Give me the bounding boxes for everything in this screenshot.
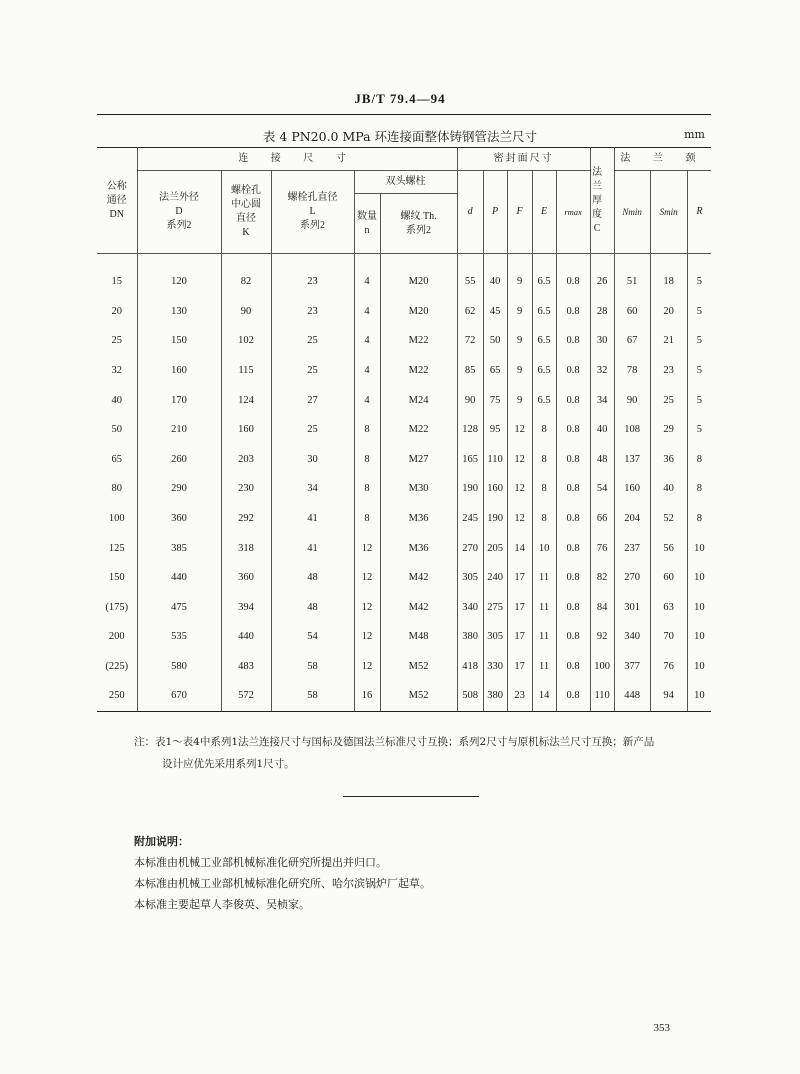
cell-Th: M27 [380,445,457,475]
additional-notes [134,831,431,915]
header-E: E [532,171,556,254]
cell-R: 10 [687,652,711,682]
cell-E: 8 [532,445,556,475]
additional-line-1: 本标准由机械工业部机械标准化研究所提出并归口。 [134,856,387,869]
cell-n: 12 [354,563,380,593]
cell-rmax: 0.8 [556,268,590,298]
cell-n: 12 [354,623,380,653]
cell-E: 14 [532,682,556,712]
cell-D: 385 [137,534,221,564]
cell-Smin: 56 [650,534,687,564]
cell-Smin: 29 [650,415,687,445]
cell-d: 85 [457,356,483,386]
cell-F: 9 [507,386,532,416]
cell-C: 30 [590,327,614,357]
additional-line-2: 本标准由机械工业部机械标准化研究所、哈尔滨锅炉厂起草。 [134,877,431,890]
cell-K: 440 [221,623,271,653]
header-D: 法兰外径 D 系列2 [137,171,221,254]
cell-P: 305 [483,623,507,653]
header-C: 法兰 厚度 C [590,148,614,254]
cell-rmax: 0.8 [556,682,590,712]
cell-Th: M48 [380,623,457,653]
cell-E: 11 [532,623,556,653]
cell-L: 23 [271,268,354,298]
cell-C: 100 [590,652,614,682]
table-caption: 表 4 PN20.0 MPa 环连接面整体铸钢管法兰尺寸 [262,129,538,144]
cell-K: 102 [221,327,271,357]
cell-n: 8 [354,504,380,534]
table-row [97,327,711,357]
cell-Th: M52 [380,652,457,682]
cell-Smin: 63 [650,593,687,623]
table-row [97,356,711,386]
cell-E: 6.5 [532,327,556,357]
cell-K: 230 [221,475,271,505]
cell-E: 6.5 [532,386,556,416]
cell-E: 11 [532,652,556,682]
cell-K: 572 [221,682,271,712]
table-row [97,386,711,416]
cell-L: 58 [271,682,354,712]
cell-D: 290 [137,475,221,505]
cell-P: 40 [483,268,507,298]
cell-Th: M42 [380,563,457,593]
cell-rmax: 0.8 [556,356,590,386]
cell-P: 275 [483,593,507,623]
cell-Nmin: 137 [614,445,650,475]
header-Smin: Smin [650,171,687,254]
table-row [97,682,711,712]
cell-dn: 100 [97,504,137,534]
cell-P: 330 [483,652,507,682]
note-line-2: 设计应优先采用系列1尺寸。 [162,758,295,770]
cell-rmax: 0.8 [556,386,590,416]
cell-L: 41 [271,534,354,564]
cell-rmax: 0.8 [556,534,590,564]
cell-dn: (225) [97,652,137,682]
cell-d: 62 [457,297,483,327]
cell-R: 10 [687,623,711,653]
cell-Th: M24 [380,386,457,416]
cell-P: 65 [483,356,507,386]
table-row [97,563,711,593]
cell-d: 90 [457,386,483,416]
table-row [97,623,711,653]
cell-rmax: 0.8 [556,563,590,593]
table-row [97,475,711,505]
cell-L: 25 [271,356,354,386]
cell-dn: 200 [97,623,137,653]
cell-R: 5 [687,356,711,386]
cell-E: 11 [532,593,556,623]
cell-C: 76 [590,534,614,564]
cell-Nmin: 301 [614,593,650,623]
cell-R: 8 [687,475,711,505]
cell-Th: M20 [380,268,457,298]
cell-C: 92 [590,623,614,653]
cell-C: 48 [590,445,614,475]
header-rule [97,114,711,115]
table-row [97,504,711,534]
cell-L: 48 [271,563,354,593]
table-note [134,731,714,775]
cell-E: 11 [532,563,556,593]
cell-rmax: 0.8 [556,475,590,505]
cell-D: 260 [137,445,221,475]
cell-C: 84 [590,593,614,623]
cell-L: 30 [271,445,354,475]
cell-rmax: 0.8 [556,593,590,623]
cell-Nmin: 237 [614,534,650,564]
cell-Smin: 25 [650,386,687,416]
cell-Nmin: 90 [614,386,650,416]
cell-L: 25 [271,327,354,357]
cell-Nmin: 204 [614,504,650,534]
cell-L: 41 [271,504,354,534]
cell-C: 110 [590,682,614,712]
header-dn: 公称 通径 DN [97,148,137,254]
cell-Nmin: 377 [614,652,650,682]
cell-Smin: 70 [650,623,687,653]
cell-D: 670 [137,682,221,712]
cell-d: 128 [457,415,483,445]
cell-E: 8 [532,475,556,505]
cell-P: 380 [483,682,507,712]
cell-n: 12 [354,652,380,682]
page-number: 353 [653,1022,670,1034]
cell-rmax: 0.8 [556,504,590,534]
cell-Th: M22 [380,415,457,445]
cell-D: 130 [137,297,221,327]
cell-Th: M22 [380,327,457,357]
cell-dn: 32 [97,356,137,386]
cell-rmax: 0.8 [556,445,590,475]
cell-rmax: 0.8 [556,297,590,327]
standard-number: JB/T 79.4—94 [354,91,446,106]
cell-d: 55 [457,268,483,298]
cell-K: 360 [221,563,271,593]
cell-P: 240 [483,563,507,593]
cell-C: 28 [590,297,614,327]
table-row [97,445,711,475]
cell-E: 6.5 [532,268,556,298]
cell-Smin: 60 [650,563,687,593]
cell-K: 82 [221,268,271,298]
cell-n: 8 [354,415,380,445]
cell-P: 50 [483,327,507,357]
cell-Nmin: 448 [614,682,650,712]
cell-D: 580 [137,652,221,682]
cell-C: 66 [590,504,614,534]
cell-rmax: 0.8 [556,623,590,653]
table-row [97,415,711,445]
cell-F: 17 [507,623,532,653]
cell-C: 32 [590,356,614,386]
cell-d: 190 [457,475,483,505]
spacer-row [97,254,711,268]
table-row [97,593,711,623]
cell-d: 380 [457,623,483,653]
cell-C: 54 [590,475,614,505]
cell-n: 4 [354,268,380,298]
cell-K: 160 [221,415,271,445]
cell-D: 170 [137,386,221,416]
cell-E: 6.5 [532,356,556,386]
cell-rmax: 0.8 [556,415,590,445]
cell-K: 203 [221,445,271,475]
cell-dn: 15 [97,268,137,298]
cell-n: 12 [354,534,380,564]
header-K: 螺栓孔 中心圆 直径 K [221,171,271,254]
cell-F: 12 [507,504,532,534]
cell-C: 82 [590,563,614,593]
flange-dimension-table [97,147,711,712]
cell-R: 10 [687,682,711,712]
cell-n: 8 [354,475,380,505]
cell-L: 48 [271,593,354,623]
cell-R: 5 [687,268,711,298]
cell-d: 305 [457,563,483,593]
cell-d: 418 [457,652,483,682]
cell-R: 5 [687,386,711,416]
cell-P: 45 [483,297,507,327]
header-group-seal: 密封面尺寸 [457,148,590,171]
cell-rmax: 0.8 [556,652,590,682]
cell-dn: 125 [97,534,137,564]
table-unit: mm [684,128,705,141]
cell-R: 8 [687,504,711,534]
cell-Th: M52 [380,682,457,712]
cell-D: 360 [137,504,221,534]
cell-d: 270 [457,534,483,564]
cell-P: 190 [483,504,507,534]
cell-n: 4 [354,356,380,386]
header-L: 螺栓孔直径 L 系列2 [271,171,354,254]
cell-d: 72 [457,327,483,357]
cell-dn: 25 [97,327,137,357]
cell-Th: M30 [380,475,457,505]
cell-Smin: 40 [650,475,687,505]
header-P: P [483,171,507,254]
cell-C: 34 [590,386,614,416]
header-group-stud: 双头螺柱 [354,171,457,194]
cell-F: 23 [507,682,532,712]
cell-C: 26 [590,268,614,298]
table-row [97,534,711,564]
header-n: 数量 n [354,194,380,254]
cell-L: 27 [271,386,354,416]
cell-D: 440 [137,563,221,593]
cell-F: 12 [507,415,532,445]
cell-n: 8 [354,445,380,475]
cell-K: 292 [221,504,271,534]
cell-Nmin: 67 [614,327,650,357]
cell-R: 8 [687,445,711,475]
section-separator [343,796,479,797]
cell-D: 535 [137,623,221,653]
cell-E: 8 [532,504,556,534]
cell-rmax: 0.8 [556,327,590,357]
cell-dn: (175) [97,593,137,623]
cell-F: 9 [507,297,532,327]
cell-Smin: 20 [650,297,687,327]
cell-dn: 150 [97,563,137,593]
cell-P: 160 [483,475,507,505]
cell-F: 12 [507,445,532,475]
cell-P: 75 [483,386,507,416]
cell-F: 14 [507,534,532,564]
cell-n: 4 [354,297,380,327]
cell-F: 9 [507,327,532,357]
cell-Nmin: 51 [614,268,650,298]
cell-Smin: 52 [650,504,687,534]
cell-F: 9 [507,356,532,386]
cell-Nmin: 78 [614,356,650,386]
header-group-neck: 法 兰 颈 [614,148,711,171]
additional-line-3: 本标准主要起草人李俊英、吴桢家。 [134,898,310,911]
cell-E: 8 [532,415,556,445]
cell-dn: 20 [97,297,137,327]
cell-K: 483 [221,652,271,682]
cell-K: 115 [221,356,271,386]
cell-P: 205 [483,534,507,564]
cell-Nmin: 270 [614,563,650,593]
cell-n: 4 [354,327,380,357]
cell-R: 10 [687,563,711,593]
cell-dn: 80 [97,475,137,505]
cell-L: 54 [271,623,354,653]
cell-R: 10 [687,593,711,623]
cell-D: 475 [137,593,221,623]
cell-dn: 250 [97,682,137,712]
additional-title: 附加说明： [134,835,189,848]
cell-L: 25 [271,415,354,445]
cell-L: 34 [271,475,354,505]
cell-D: 150 [137,327,221,357]
cell-P: 110 [483,445,507,475]
cell-R: 5 [687,297,711,327]
cell-F: 12 [507,475,532,505]
cell-n: 16 [354,682,380,712]
cell-F: 17 [507,563,532,593]
cell-C: 40 [590,415,614,445]
cell-d: 340 [457,593,483,623]
cell-Th: M42 [380,593,457,623]
cell-R: 5 [687,327,711,357]
cell-Nmin: 340 [614,623,650,653]
header-d: d [457,171,483,254]
header-Th: 螺纹 Th. 系列2 [380,194,457,254]
header-group-connect: 连 接 尺 寸 [137,148,457,171]
cell-d: 245 [457,504,483,534]
table-row [97,652,711,682]
cell-R: 5 [687,415,711,445]
cell-Smin: 76 [650,652,687,682]
cell-d: 165 [457,445,483,475]
cell-K: 394 [221,593,271,623]
table-row [97,268,711,298]
cell-D: 120 [137,268,221,298]
cell-F: 17 [507,593,532,623]
cell-Th: M20 [380,297,457,327]
header-F: F [507,171,532,254]
cell-Th: M22 [380,356,457,386]
cell-D: 160 [137,356,221,386]
cell-d: 508 [457,682,483,712]
header-rmax: rmax [556,171,590,254]
cell-E: 6.5 [532,297,556,327]
cell-Smin: 23 [650,356,687,386]
cell-Smin: 94 [650,682,687,712]
cell-Nmin: 60 [614,297,650,327]
cell-Nmin: 108 [614,415,650,445]
cell-F: 9 [507,268,532,298]
cell-dn: 50 [97,415,137,445]
cell-D: 210 [137,415,221,445]
cell-K: 90 [221,297,271,327]
cell-Th: M36 [380,504,457,534]
cell-Th: M36 [380,534,457,564]
cell-Smin: 18 [650,268,687,298]
cell-n: 12 [354,593,380,623]
cell-L: 23 [271,297,354,327]
cell-K: 318 [221,534,271,564]
cell-P: 95 [483,415,507,445]
cell-n: 4 [354,386,380,416]
table-row [97,297,711,327]
cell-L: 58 [271,652,354,682]
cell-K: 124 [221,386,271,416]
table-body [97,254,711,712]
cell-F: 17 [507,652,532,682]
header-R: R [687,171,711,254]
cell-Nmin: 160 [614,475,650,505]
cell-dn: 40 [97,386,137,416]
cell-R: 10 [687,534,711,564]
header-Nmin: Nmin [614,171,650,254]
note-line-1: 注：表1～表4中系列1法兰连接尺寸与国标及德国法兰标准尺寸互换；系列2尺寸与原机标法兰尺寸互换；新产品 [134,736,655,748]
cell-Smin: 21 [650,327,687,357]
cell-Smin: 36 [650,445,687,475]
cell-E: 10 [532,534,556,564]
cell-dn: 65 [97,445,137,475]
